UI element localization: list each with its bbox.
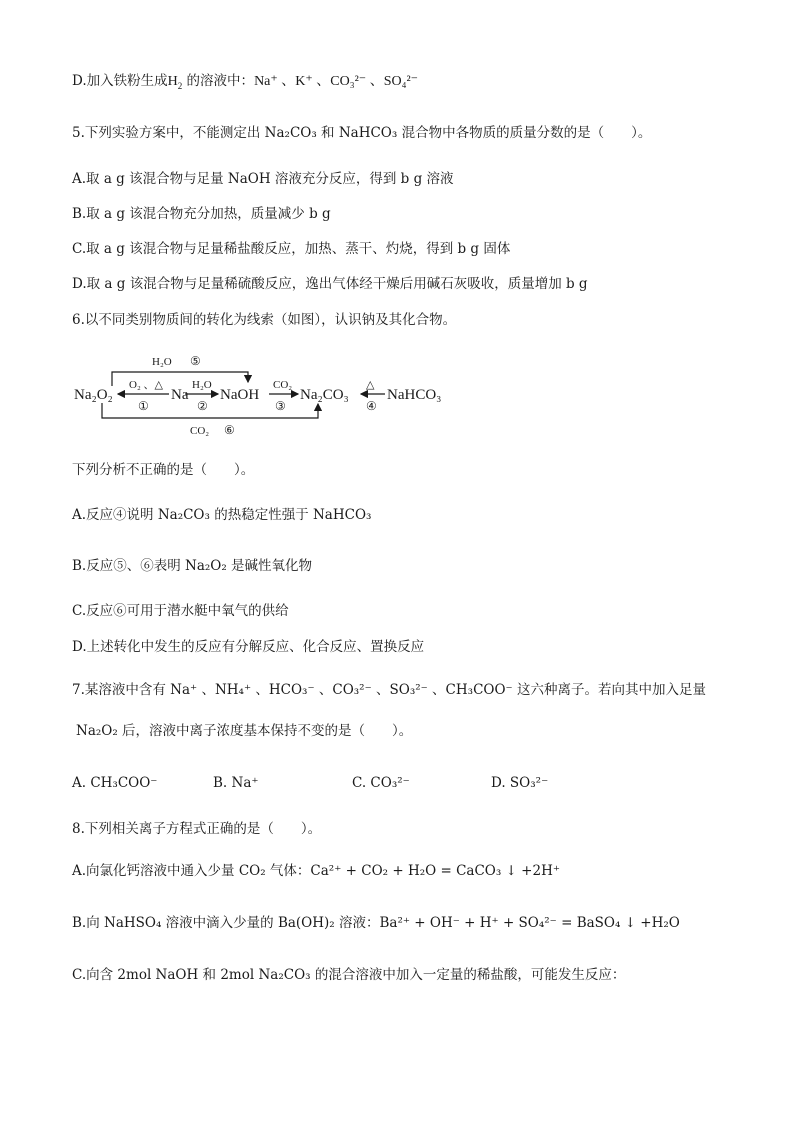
question-7: 7.某溶液中含有 Na⁺ 、NH₄⁺ 、HCO₃⁻ 、CO₃²⁻ 、SO₃²⁻ 、CH₃COO⁻ 这六种离子。若向其中加入足量 [72,682,706,698]
question-6-option-d: D.上述转化中发生的反应有分解反应、化合反应、置换反应 [72,639,425,655]
ion-list: Na⁺ 、K⁺ 、CO₃²⁻ 、SO₄²⁻ [254,74,419,89]
option-d-prev [72,72,418,91]
question-7-option-c: C. CO₃²⁻ [352,775,410,791]
question-5-option-d: D.取 a g 该混合物与足量稀硫酸反应，逸出气体经干燥后用碱石灰吸收，质量增加 b g [72,276,588,292]
option-text-mid: 的溶液中： [182,73,255,89]
reaction-3-number: ③ [275,399,286,413]
question-7-option-d: D. SO₃²⁻ [491,775,549,791]
question-8-option-c: C.向含 2mol NaOH 和 2mol Na₂CO₃ 的混合溶液中加入一定量的稀盐酸，可能发生反应： [72,967,626,983]
question-6-option-b: B.反应⑤、⑥表明 Na₂O₂ 是碱性氧化物 [72,558,313,574]
reaction-3-condition: CO₂ [273,379,293,391]
question-7-option-a: A. CH₃COO⁻ [72,775,158,791]
reaction-1-condition: O₂ 、△ [129,379,163,391]
option-text: D.加入铁粉生成 [72,73,168,89]
question-5-option-a: A.取 a g 该混合物与足量 NaOH 溶液充分反应，得到 b g 溶液 [72,171,454,187]
species-nahco3: NaHCO₃ [387,387,442,403]
reaction-2-condition: H₂O [192,379,212,391]
reaction-6-condition: CO₂ [190,425,210,437]
species-na: Na [171,387,189,403]
reaction-5-number: ⑤ [190,354,201,368]
species-na2co3: Na₂CO₃ [300,387,349,403]
question-8: 8.下列相关离子方程式正确的是（ ）。 [72,821,322,837]
species-na2o2: Na₂O₂ [74,387,113,403]
question-5-option-b: B.取 a g 该混合物充分加热，质量减少 b g [72,206,331,222]
h2-formula: $H_2$ [167,74,183,91]
reaction-1-number: ① [138,399,149,413]
question-6-stem: 下列分析不正确的是（ ）。 [72,462,255,478]
reaction-5-condition: H₂O [152,356,172,368]
sodium-conversion-diagram [72,348,442,440]
question-6-option-c: C.反应⑥可用于潜水艇中氧气的供给 [72,603,289,619]
reaction-6-number: ⑥ [224,423,235,437]
question-7-continued: Na₂O₂ 后，溶液中离子浓度基本保持不变的是（ ）。 [76,723,413,739]
question-6: 6.以不同类别物质间的转化为线索（如图），认识钠及其化合物。 [72,312,457,328]
question-7-option-b: B. Na⁺ [213,775,259,791]
question-8-option-b: B.向 NaHSO₄ 溶液中滴入少量的 Ba(OH)₂ 溶液：Ba²⁺ + OH⁻ + H⁺ + SO₄²⁻ = BaSO₄ ↓ +H₂O [72,915,680,931]
question-5: 5.下列实验方案中，不能测定出 Na₂CO₃ 和 NaHCO₃ 混合物中各物质的质量分数的是（ ）。 [72,125,652,141]
question-8-option-a: A.向氯化钙溶液中通入少量 CO₂ 气体：Ca²⁺ + CO₂ + H₂O = CaCO₃ ↓ +2H⁺ [72,863,560,879]
reaction-4-condition: △ [366,379,375,391]
question-5-option-c: C.取 a g 该混合物与足量稀盐酸反应，加热、蒸干、灼烧，得到 b g 固体 [72,241,511,257]
species-naoh: NaOH [220,387,260,403]
question-6-option-a: A.反应④说明 Na₂CO₃ 的热稳定性强于 NaHCO₃ [72,507,372,523]
reaction-4-number: ④ [366,399,377,413]
reaction-2-number: ② [197,399,208,413]
